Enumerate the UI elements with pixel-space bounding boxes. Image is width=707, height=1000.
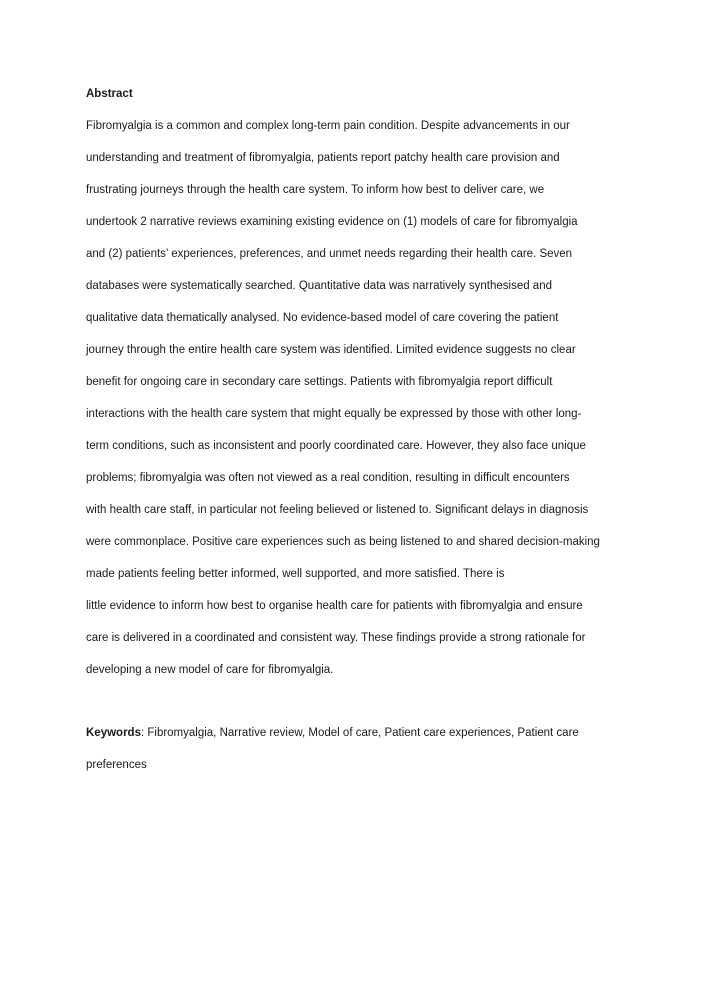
abstract-line: developing a new model of care for fibromyalgia. bbox=[86, 664, 334, 676]
keywords-line bbox=[86, 725, 579, 741]
abstract-line: problems; fibromyalgia was often not viewed as a real condition, resulting in difficult encounters bbox=[86, 472, 570, 484]
abstract-line: little evidence to inform how best to organise health care for patients with fibromyalgia and ensure bbox=[86, 600, 583, 612]
abstract-line: benefit for ongoing care in secondary care settings. Patients with fibromyalgia report difficult bbox=[86, 376, 553, 388]
abstract-line: made patients feeling better informed, well supported, and more satisfied. There is bbox=[86, 568, 505, 580]
abstract-line: frustrating journeys through the health care system. To inform how best to deliver care, we bbox=[86, 184, 545, 196]
abstract-line: were commonplace. Positive care experiences such as being listened to and shared decision-making bbox=[86, 536, 600, 548]
abstract-line: with health care staff, in particular not feeling believed or listened to. Significant delays in diagnosis bbox=[86, 504, 589, 516]
abstract-line: databases were systematically searched. Quantitative data was narratively synthesised and bbox=[86, 280, 552, 292]
abstract-line: understanding and treatment of fibromyalgia, patients report patchy health care provision and bbox=[86, 152, 560, 164]
abstract-line: Fibromyalgia is a common and complex long-term pain condition. Despite advancements in our bbox=[86, 120, 570, 132]
abstract-line: qualitative data thematically analysed. No evidence-based model of care covering the patient bbox=[86, 312, 559, 324]
keywords-continuation: preferences bbox=[86, 759, 147, 771]
abstract-line: journey through the entire health care system was identified. Limited evidence suggests no clear bbox=[86, 344, 576, 356]
abstract-line: undertook 2 narrative reviews examining existing evidence on (1) models of care for fibromyalgia bbox=[86, 216, 578, 228]
keywords-label: Keywords bbox=[86, 727, 141, 739]
abstract-line: term conditions, such as inconsistent and poorly coordinated care. However, they also face unique bbox=[86, 440, 586, 452]
abstract-line: care is delivered in a coordinated and consistent way. These findings provide a strong rationale for bbox=[86, 632, 586, 644]
abstract-heading: Abstract bbox=[86, 88, 133, 100]
abstract-line: and (2) patients’ experiences, preferences, and unmet needs regarding their health care. Seven bbox=[86, 248, 573, 260]
keywords-text: : Fibromyalgia, Narrative review, Model of care, Patient care experiences, Patient care bbox=[140, 727, 579, 739]
abstract-line: interactions with the health care system that might equally be expressed by those with other long- bbox=[86, 408, 582, 420]
